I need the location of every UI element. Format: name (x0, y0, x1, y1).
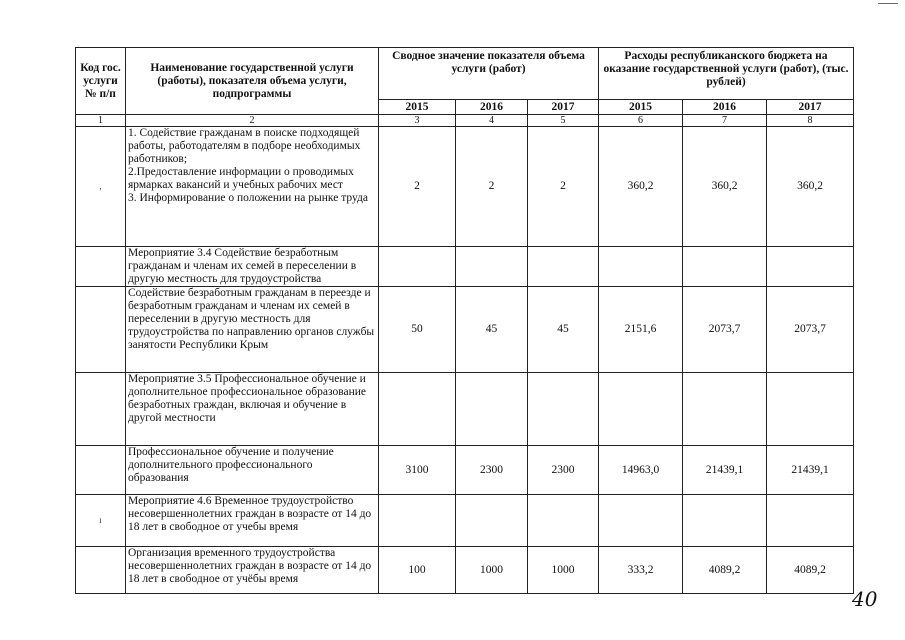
column-index: 5 (528, 115, 599, 127)
table-row (76, 495, 854, 547)
expense-2016-cell (683, 373, 767, 446)
service-name-cell: Мероприятие 3.4 Содействие безработным гражданам и членам их семей в переселении в другую местность для трудоустройства (126, 247, 379, 287)
expense-2016-cell (683, 247, 767, 287)
volume-2017-cell (528, 495, 599, 547)
volume-2015-cell (379, 373, 456, 446)
scan-mark (878, 3, 898, 4)
row-mark-cell: , (76, 127, 126, 247)
expense-2015-cell: 333,2 (599, 547, 683, 594)
expense-2015-cell: 14963,0 (599, 446, 683, 495)
services-table-page (75, 47, 854, 594)
expense-2016-cell: 4089,2 (683, 547, 767, 594)
volume-2017-cell: 2 (528, 127, 599, 247)
row-mark-cell (76, 373, 126, 446)
name-column-header: Наименование государственной услуги (работы), показателя объема услуги, подпрограммы (126, 48, 379, 115)
service-name-cell: Мероприятие 4.6 Временное трудоустройство несовершеннолетних граждан в возрасте от 14 до 18 лет в свободное от учебы время (126, 495, 379, 547)
volume-2016-cell (456, 373, 528, 446)
expense-2017-cell (767, 495, 854, 547)
expense-2017-cell: 21439,1 (767, 446, 854, 495)
volume-2015-cell: 3100 (379, 446, 456, 495)
table-row (76, 446, 854, 495)
service-name-cell: Содействие безработным гражданам в переезде и безработным гражданам и членам их семей в переселении в другую местность для трудоустройства по направлению органов службы занятости Республики Крым (126, 287, 379, 373)
expense-2016-cell (683, 495, 767, 547)
expense-2015-cell (599, 495, 683, 547)
row-mark-cell (76, 247, 126, 287)
volume-2015-cell (379, 495, 456, 547)
table-row (76, 287, 854, 373)
row-mark-cell (76, 446, 126, 495)
volume-2015-cell: 100 (379, 547, 456, 594)
volume-2015-cell (379, 247, 456, 287)
column-index: 1 (76, 115, 126, 127)
table-row (76, 547, 854, 594)
year-header: 2015 (599, 100, 683, 115)
service-name-cell: Мероприятие 3.5 Профессиональное обучение и дополнительное профессиональное образование безработных граждан, включая и обучение в другой местности (126, 373, 379, 446)
column-index: 8 (767, 115, 854, 127)
expense-2016-cell: 2073,7 (683, 287, 767, 373)
year-header: 2016 (456, 100, 528, 115)
volume-2016-cell: 1000 (456, 547, 528, 594)
expense-group-header: Расходы республиканского бюджета на оказание государственной услуги (работ), (тыс. рублей) (599, 48, 854, 100)
table-body (76, 127, 854, 594)
column-index: 4 (456, 115, 528, 127)
expense-2017-cell (767, 373, 854, 446)
expense-2017-cell: 2073,7 (767, 287, 854, 373)
volume-2015-cell: 50 (379, 287, 456, 373)
row-mark-cell (76, 547, 126, 594)
expense-2017-cell: 4089,2 (767, 547, 854, 594)
row-mark-cell: ı (76, 495, 126, 547)
expense-2015-cell (599, 373, 683, 446)
table-row (76, 373, 854, 446)
volume-group-header: Сводное значение показателя объема услуги (работ) (379, 48, 599, 100)
year-header: 2015 (379, 100, 456, 115)
column-index: 2 (126, 115, 379, 127)
volume-2017-cell (528, 373, 599, 446)
year-header: 2017 (767, 100, 854, 115)
volume-2017-cell: 2300 (528, 446, 599, 495)
volume-2015-cell: 2 (379, 127, 456, 247)
year-header: 2016 (683, 100, 767, 115)
column-index: 7 (683, 115, 767, 127)
expense-2017-cell: 360,2 (767, 127, 854, 247)
table-row (76, 127, 854, 247)
volume-2017-cell (528, 247, 599, 287)
expense-2016-cell: 360,2 (683, 127, 767, 247)
code-column-header: Код гос. услуги № п/п (76, 48, 126, 115)
volume-2016-cell: 45 (456, 287, 528, 373)
column-index: 6 (599, 115, 683, 127)
table-row (76, 247, 854, 287)
services-table (75, 47, 854, 594)
volume-2016-cell (456, 247, 528, 287)
expense-2017-cell (767, 247, 854, 287)
row-mark-cell (76, 287, 126, 373)
volume-2016-cell: 2300 (456, 446, 528, 495)
expense-2015-cell: 360,2 (599, 127, 683, 247)
volume-2017-cell: 1000 (528, 547, 599, 594)
service-name-cell: Профессиональное обучение и получение дополнительного профессионального образования (126, 446, 379, 495)
volume-2017-cell: 45 (528, 287, 599, 373)
service-name-cell: Организация временного трудоустройства несовершеннолетних граждан в возрасте от 14 до 18 лет в свободное от учёбы время (126, 547, 379, 594)
year-header: 2017 (528, 100, 599, 115)
expense-2015-cell (599, 247, 683, 287)
volume-2016-cell: 2 (456, 127, 528, 247)
expense-2015-cell: 2151,6 (599, 287, 683, 373)
column-index: 3 (379, 115, 456, 127)
service-name-cell: 1. Содействие гражданам в поиске подходящей работы, работодателям в подборе необходимых работников; 2.Предоставление информации о проводимых ярмарках вакансий и учебных рабочих мест 3. Информирование о положении на рынке труда (126, 127, 379, 247)
expense-2016-cell: 21439,1 (683, 446, 767, 495)
volume-2016-cell (456, 495, 528, 547)
page-number: 40 (852, 587, 878, 611)
